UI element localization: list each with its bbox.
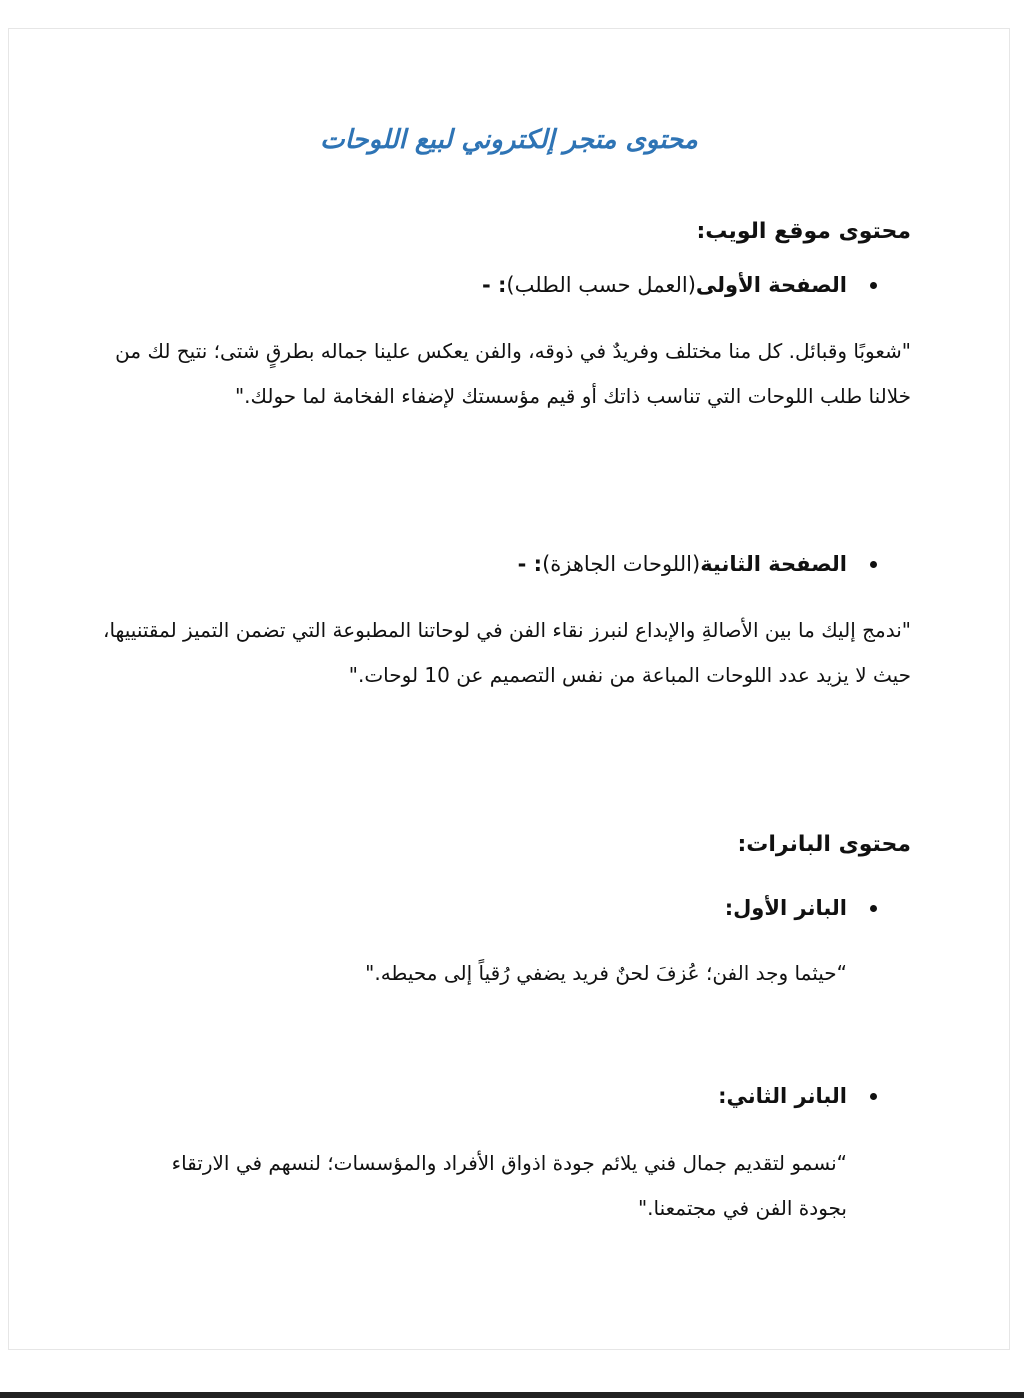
website-content-heading: محتوى موقع الويب: [696, 219, 911, 244]
bullet-first-banner [725, 896, 847, 920]
bullet-dot-icon [870, 561, 877, 568]
bullet-dot-icon [870, 1093, 877, 1100]
first-page-paragraph: "شعوبًا وقبائل. كل منا مختلف وفريدٌ في ذوقه، والفن يعكس علينا جماله بطرقٍ شتى؛ نتيح لك من خلالنا طلب اللوحات التي تناسب ذاتك أو قيم مؤسستك لإضفاء الفخامة لما حولك." [115, 339, 911, 408]
second-banner-paragraph: “نسمو لتقديم جمال فني يلائم جودة اذواق الأفراد والمؤسسات؛ لنسهم في الارتقاء بجودة الفن في مجتمعنا." [171, 1151, 847, 1220]
first-banner-label: البانر الأول: [724, 896, 847, 920]
bullet-second-banner [718, 1084, 847, 1108]
second-banner-label: البانر الثاني: [718, 1084, 847, 1108]
first-page-label: الصفحة الأولى [695, 273, 847, 297]
document-title: محتوى متجر إلكتروني لبيع اللوحات [320, 125, 698, 155]
bullet-second-page [518, 552, 847, 576]
bullet-dot-icon [870, 905, 877, 912]
first-banner-paragraph: “حيثما وجد الفن؛ عُزفَ لحنٌ فريد يضفي رُقياً إلى محيطه." [365, 961, 847, 985]
second-page-paragraph: "ندمج إليك ما بين الأصالةِ والإبداع لنبرز نقاء الفن في لوحاتنا المطبوعة التي تضمن التميز لمقتنييها، حيث لا يزيد عدد اللوحات المباعة من نفس التصميم عن 10 لوحات." [103, 618, 911, 687]
first-page-paren: (العمل حسب الطلب) [506, 273, 696, 297]
second-page-paren: (اللوحات الجاهزة) [542, 552, 701, 576]
first-page-suffix: : - [481, 273, 507, 297]
second-page-suffix: : - [517, 552, 543, 576]
banners-content-heading: محتوى البانرات: [737, 832, 911, 857]
bullet-dot-icon [870, 282, 877, 289]
document-page [8, 28, 1010, 1350]
bottom-bar [0, 1392, 1024, 1398]
bullet-first-page [482, 273, 847, 297]
second-page-label: الصفحة الثانية [700, 552, 847, 576]
